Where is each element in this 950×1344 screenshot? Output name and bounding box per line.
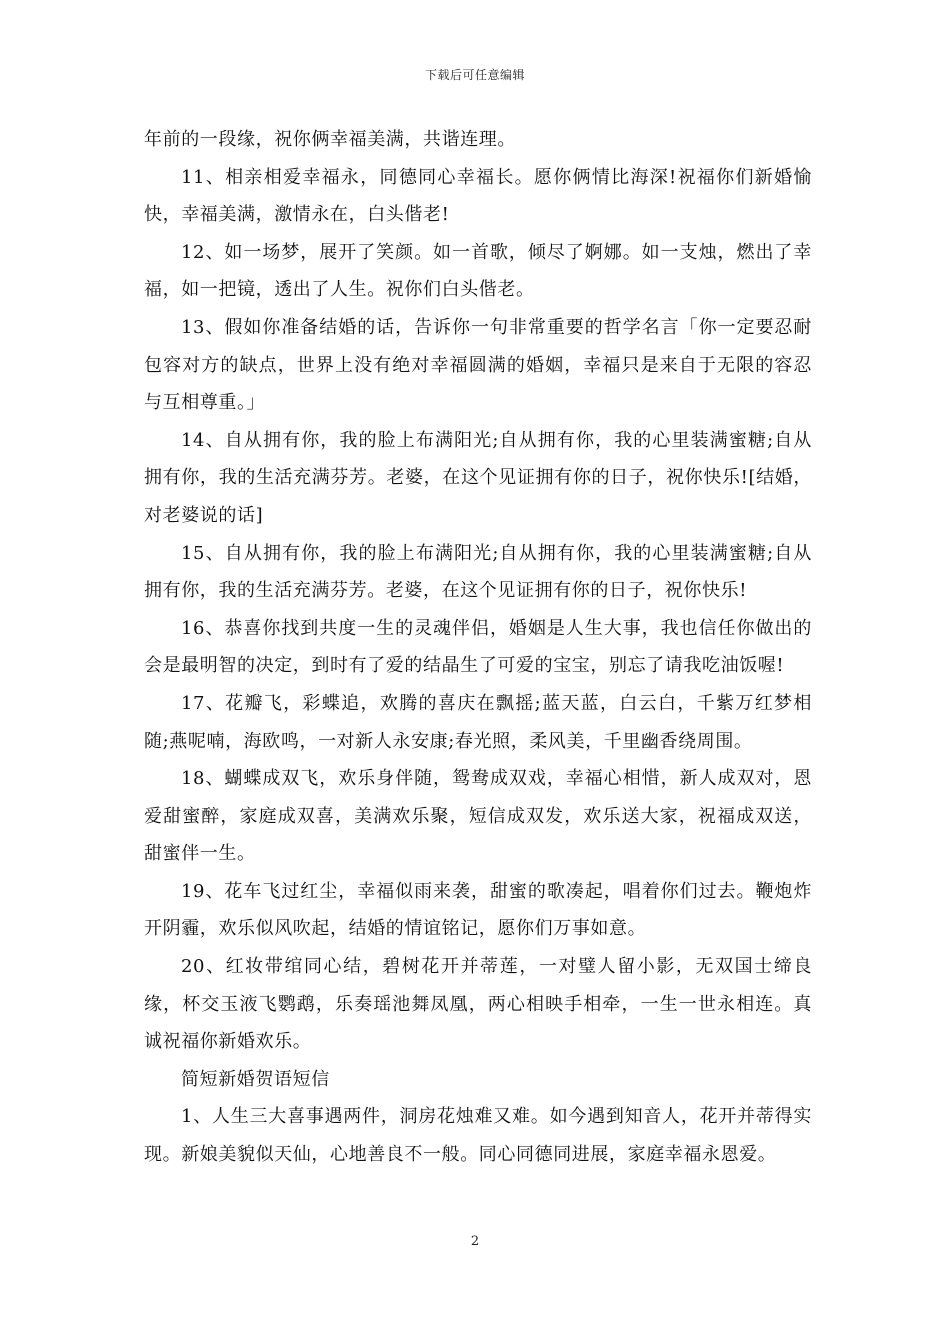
paragraph-item-19: 19、花车飞过红尘，幸福似雨来袭，甜蜜的歌凑起，唱着你们过去。鞭炮炸开阴霾，欢乐似风吹起，结婚的情谊铭记，愿你们万事如意。	[144, 880, 812, 940]
page-header: 下载后可任意编辑	[424, 68, 525, 82]
paragraph-item-18: 18、蝴蝶成双飞，欢乐身伴随，鸳鸯成双戏，幸福心相惜，新人成双对，恩爱甜蜜醉，家庭成双喜，美满欢乐聚，短信成双发，欢乐送大家，祝福成双送，甜蜜伴一生。	[144, 768, 812, 865]
paragraph-continuation: 年前的一段缘，祝你俩幸福美满，共谐连理。	[144, 129, 516, 150]
section-heading: 简短新婚贺语短信	[181, 1068, 330, 1090]
document-body	[144, 121, 812, 1174]
paragraph-item-16: 16、恭喜你找到共度一生的灵魂伴侣，婚姻是人生大事，我也信任你做出的会是最明智的决定，到时有了爱的结晶生了可爱的宝宝，别忘了请我吃油饭喔!	[144, 617, 812, 677]
paragraph-item-13: 13、假如你准备结婚的话，告诉你一句非常重要的哲学名言「你一定要忍耐包容对方的缺点，世界上没有绝对幸福圆满的婚姻，幸福只是来自于无限的容忍与互相尊重。」	[144, 316, 812, 414]
paragraph-item-15: 15、自从拥有你，我的脸上布满阳光;自从拥有你，我的心里装满蜜糖;自从拥有你，我的生活充满芬芳。老婆，在这个见证拥有你的日子，祝你快乐!	[144, 542, 812, 602]
paragraph-item-11: 11、相亲相爱幸福永，同德同心幸福长。愿你俩情比海深!祝福你们新婚愉快，幸福美满，激情永在，白头偕老!	[144, 166, 812, 226]
paragraph-item-17: 17、花瓣飞，彩蝶追，欢腾的喜庆在飘摇;蓝天蓝，白云白，千紫万红梦相随;燕呢喃，海欧鸣，一对新人永安康;春光照，柔风美，千里幽香绕周围。	[144, 692, 812, 752]
paragraph-item-12: 12、如一场梦，展开了笑颜。如一首歌，倾尽了婀娜。如一支烛，燃出了幸福，如一把镜，透出了人生。祝你们白头偕老。	[144, 241, 812, 301]
paragraph-item-14: 14、自从拥有你，我的脸上布满阳光;自从拥有你，我的心里装满蜜糖;自从拥有你，我的生活充满芬芳。老婆，在这个见证拥有你的日子，祝你快乐![结婚，对老婆说的话]	[144, 429, 812, 526]
page-number: 2	[470, 1234, 480, 1249]
paragraph-item-1: 1、人生三大喜事遇两件，洞房花烛难又难。如今遇到知音人，花开并蒂得实现。新娘美貌似天仙，心地善良不一般。同心同德同进展，家庭幸福永恩爱。	[144, 1106, 812, 1166]
paragraph-item-20: 20、红妆带绾同心结，碧树花开并蒂莲，一对璧人留小影，无双国士缔良缘，杯交玉液飞鹦鹉，乐奏瑶池舞凤凰，两心相映手相牵，一生一世永相连。真诚祝福你新婚欢乐。	[144, 956, 812, 1053]
